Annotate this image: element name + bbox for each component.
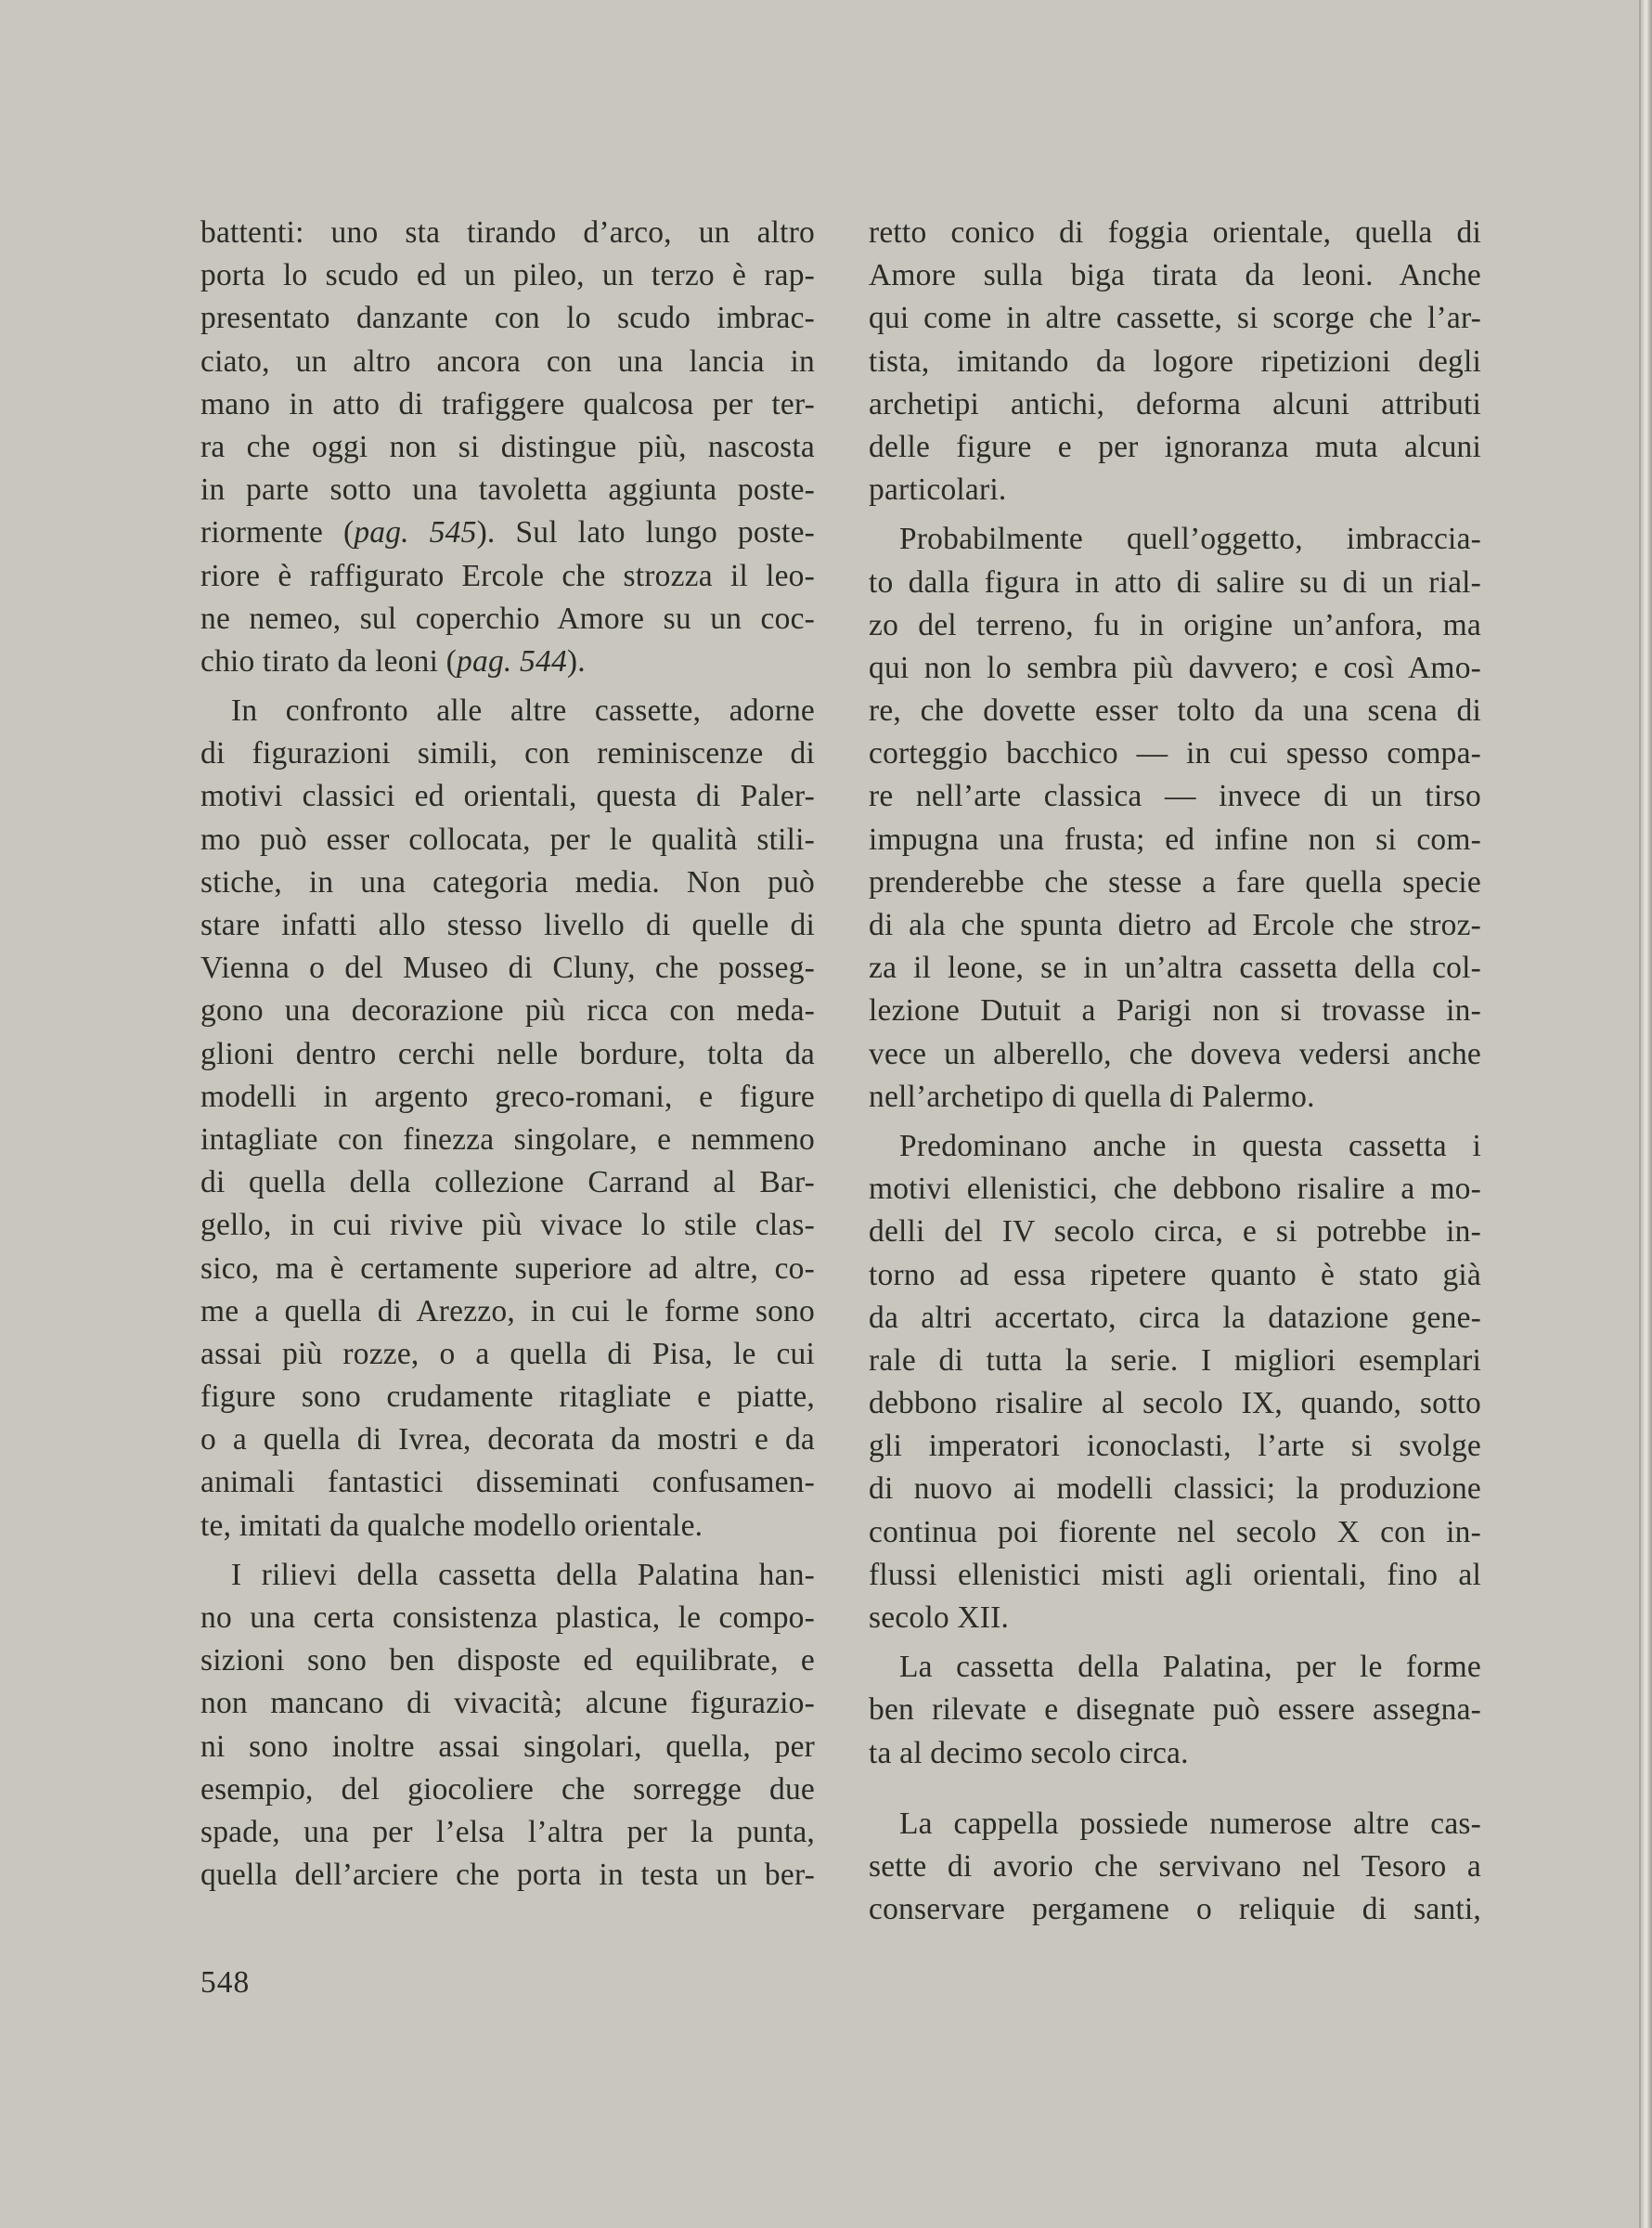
text-line: non mancano di vivacità; alcune figurazio- bbox=[200, 1686, 815, 1721]
text-line: gello, in cui rivive più vivace lo stile clas- bbox=[200, 1208, 815, 1243]
text-line: no una certa consistenza plastica, le compo- bbox=[200, 1600, 815, 1635]
page-number: 548 bbox=[200, 1965, 251, 2000]
text-line bbox=[200, 641, 815, 683]
text-line: lezione Dutuit a Parigi non si trovasse in- bbox=[869, 993, 1481, 1029]
text-line: In confronto alle altre cassette, adorne bbox=[231, 693, 815, 729]
text-line: re nell’arte classica — invece di un tirso bbox=[869, 779, 1481, 814]
text-line: sette di avorio che servivano nel Tesoro a bbox=[869, 1848, 1481, 1884]
text-line: continua poi fiorente nel secolo X con in- bbox=[869, 1514, 1481, 1549]
paragraph bbox=[869, 1646, 1481, 1775]
text-line: da altri accertato, circa la datazione gene- bbox=[869, 1300, 1481, 1335]
text-line: me a quella di Arezzo, in cui le forme sono bbox=[200, 1293, 815, 1328]
text-line: intagliate con finezza singolare, e nemmeno bbox=[200, 1121, 815, 1157]
text-line: to dalla figura in atto di salire su di un rial- bbox=[869, 564, 1481, 600]
page-edge-line bbox=[1639, 0, 1641, 2228]
text-line: ni sono inoltre assai singolari, quella, per bbox=[200, 1729, 815, 1764]
text-segment: riormente ( bbox=[200, 515, 355, 551]
text-line: Probabilmente quell’oggetto, imbraccia- bbox=[899, 522, 1481, 557]
text-line: La cappella possiede numerose altre cas- bbox=[899, 1806, 1481, 1841]
text-line: qui come in altre cassette, si scorge che l’ar- bbox=[869, 301, 1481, 336]
text-line: Vienna o del Museo di Cluny, che posseg- bbox=[200, 951, 815, 986]
text-line: glioni dentro cerchi nelle bordure, tolta da bbox=[200, 1036, 815, 1071]
paragraph bbox=[869, 518, 1481, 1119]
text-line: Amore sulla biga tirata da leoni. Anche bbox=[869, 258, 1481, 293]
text-line: spade, una per l’elsa l’altra per la punta, bbox=[200, 1814, 815, 1849]
text-line: motivi classici ed orientali, questa di Paler- bbox=[200, 779, 815, 814]
text-line: ciato, un altro ancora con una lancia in bbox=[200, 343, 815, 379]
text-segment: chio tirato da leoni ( bbox=[200, 643, 458, 679]
text-line: tista, imitando da logore ripetizioni degli bbox=[869, 343, 1481, 379]
text-line: I rilievi della cassetta della Palatina han- bbox=[231, 1557, 815, 1592]
text-line: ta al decimo secolo circa. bbox=[869, 1735, 1189, 1770]
text-segment: ). Sul lato lungo poste- bbox=[476, 515, 815, 551]
paragraph bbox=[869, 1125, 1481, 1639]
page-edge bbox=[1643, 0, 1652, 2228]
text-line: ra che oggi non si distingue più, nascosta bbox=[200, 429, 815, 464]
paragraph bbox=[200, 1554, 815, 1898]
text-line: gono una decorazione più ricca con meda- bbox=[200, 993, 815, 1029]
text-line: impugna una frusta; ed infine non si com- bbox=[869, 822, 1481, 857]
text-line: vece un alberello, che doveva vedersi anche bbox=[869, 1036, 1481, 1071]
text-line: corteggio bacchico — in cui spesso compa- bbox=[869, 736, 1481, 771]
text-line: ben rilevate e disegnate può essere assegna- bbox=[869, 1692, 1481, 1728]
text-line: presentato danzante con lo scudo imbrac- bbox=[200, 301, 815, 336]
text-line: di figurazioni simili, con reminiscenze di bbox=[200, 736, 815, 771]
paragraph bbox=[869, 1803, 1481, 1932]
text-line: prenderebbe che stesse a fare quella specie bbox=[869, 864, 1481, 900]
text-line: di quella della collezione Carrand al Bar- bbox=[200, 1165, 815, 1200]
page-reference: pag. 544 bbox=[457, 643, 567, 679]
text-line: motivi ellenistici, che debbono risalire a mo- bbox=[869, 1172, 1481, 1207]
text-line: in parte sotto una tavoletta aggiunta poste- bbox=[200, 473, 815, 508]
text-line bbox=[200, 512, 815, 554]
text-segment: ). bbox=[566, 643, 586, 679]
right-column bbox=[869, 212, 1481, 1931]
text-line: di ala che spunta dietro ad Ercole che stroz- bbox=[869, 908, 1481, 942]
text-line: flussi ellenistici misti agli orientali, fino al bbox=[869, 1557, 1481, 1592]
paragraph bbox=[869, 212, 1481, 512]
text-line: battenti: uno sta tirando d’arco, un altro bbox=[200, 215, 815, 250]
text-line: torno ad essa ripetere quanto è stato già bbox=[869, 1257, 1481, 1292]
text-line: figure sono crudamente ritagliate e piatte, bbox=[200, 1380, 815, 1415]
text-line: zo del terreno, fu in origine un’anfora, ma bbox=[869, 607, 1481, 642]
text-line: o a quella di Ivrea, decorata da mostri e da bbox=[200, 1422, 815, 1457]
text-line: qui non lo sembra più davvero; e così Amo- bbox=[869, 650, 1481, 685]
text-line: riore è raffigurato Ercole che strozza il leo- bbox=[200, 558, 815, 593]
text-line: Predominano anche in questa cassetta i bbox=[899, 1128, 1481, 1163]
text-line: animali fantastici disseminati confusamen- bbox=[200, 1465, 815, 1500]
text-line: retto conico di foggia orientale, quella di bbox=[869, 215, 1481, 250]
text-line: za il leone, se in un’altra cassetta della col- bbox=[869, 951, 1481, 986]
text-line: particolari. bbox=[869, 473, 1007, 508]
text-line: mano in atto di trafiggere qualcosa per ter- bbox=[200, 386, 815, 421]
text-line: sico, ma è certamente superiore ad altre, co- bbox=[200, 1250, 815, 1286]
paragraph bbox=[200, 212, 815, 683]
page-reference: pag. 545 bbox=[354, 515, 477, 551]
text-line: gli imperatori iconoclasti, l’arte si svolge bbox=[869, 1429, 1481, 1464]
left-column bbox=[200, 212, 815, 1897]
text-line: conservare pergamene o reliquie di santi, bbox=[869, 1892, 1481, 1927]
text-line: rale di tutta la serie. I migliori esemplari bbox=[869, 1342, 1481, 1378]
text-line: modelli in argento greco-romani, e figure bbox=[200, 1079, 815, 1114]
text-line: quella dell’arciere che porta in testa un ber- bbox=[200, 1858, 815, 1893]
text-line: La cassetta della Palatina, per le forme bbox=[899, 1650, 1481, 1685]
text-line: nell’archetipo di quella di Palermo. bbox=[869, 1079, 1315, 1114]
text-line: debbono risalire al secolo IX, quando, sotto bbox=[869, 1386, 1481, 1421]
text-line: assai più rozze, o a quella di Pisa, le cui bbox=[200, 1336, 815, 1371]
text-line: mo può esser collocata, per le qualità stili- bbox=[200, 822, 815, 857]
text-line: esempio, del giocoliere che sorregge due bbox=[200, 1771, 815, 1807]
text-line: te, imitati da qualche modello orientale. bbox=[200, 1508, 703, 1543]
text-line: re, che dovette esser tolto da una scena di bbox=[869, 693, 1481, 729]
paragraph bbox=[200, 690, 815, 1548]
text-line: sizioni sono ben disposte ed equilibrate, e bbox=[200, 1643, 815, 1678]
text-line: porta lo scudo ed un pileo, un terzo è rap- bbox=[200, 258, 815, 293]
text-line: delli del IV secolo circa, e si potrebbe in- bbox=[869, 1214, 1481, 1250]
text-line: di nuovo ai modelli classici; la produzione bbox=[869, 1471, 1481, 1507]
text-line: secolo XII. bbox=[869, 1600, 1010, 1635]
text-line: stare infatti allo stesso livello di quelle di bbox=[200, 908, 815, 942]
text-line: ne nemeo, sul coperchio Amore su un coc- bbox=[200, 601, 815, 636]
text-line: archetipi antichi, deforma alcuni attributi bbox=[869, 386, 1481, 421]
text-line: delle figure e per ignoranza muta alcuni bbox=[869, 429, 1481, 464]
text-line: stiche, in una categoria media. Non può bbox=[200, 864, 815, 900]
